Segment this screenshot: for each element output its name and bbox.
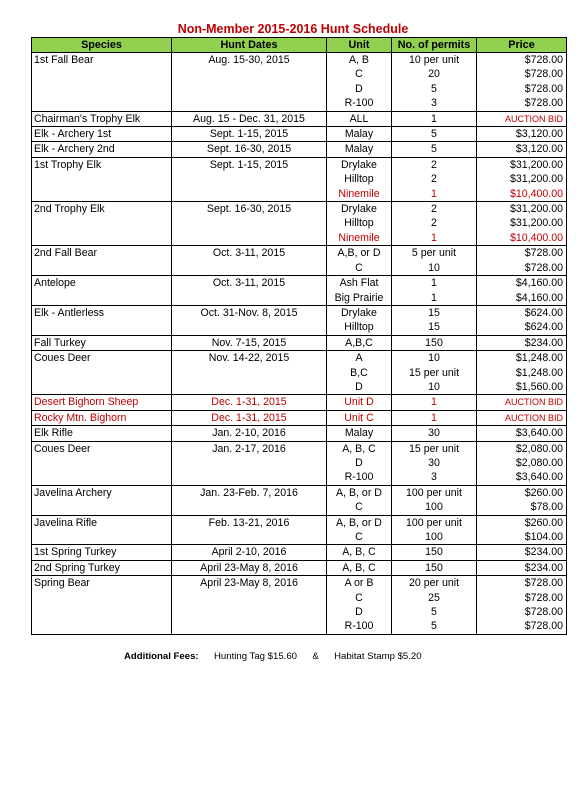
price-cell: $624.00 (477, 305, 567, 320)
unit-cell: ALL (327, 111, 392, 126)
column-header-unit: Unit (327, 38, 392, 53)
page-title: Non-Member 2015-2016 Hunt Schedule (177, 22, 409, 36)
table-row (32, 261, 567, 276)
price-cell: $260.00 (477, 485, 567, 500)
unit-cell: A, B (327, 53, 392, 68)
permits-cell: 150 (392, 560, 477, 575)
permits-cell: 10 (392, 380, 477, 395)
hunt-dates-cell: Oct. 31-Nov. 8, 2015 (172, 305, 327, 320)
price-cell: $1,248.00 (477, 351, 567, 366)
species-cell (32, 320, 172, 335)
price-cell: $1,248.00 (477, 366, 567, 380)
table-row (32, 560, 567, 575)
unit-cell: D (327, 605, 392, 619)
species-cell (32, 605, 172, 619)
species-cell (32, 82, 172, 96)
unit-cell: Ninemile (327, 187, 392, 202)
unit-cell: Drylake (327, 157, 392, 172)
hunt-dates-cell: Jan. 2-17, 2016 (172, 441, 327, 456)
table-row (32, 216, 567, 230)
price-cell: $728.00 (477, 619, 567, 634)
species-cell: Elk - Archery 1st (32, 127, 172, 142)
hunt-dates-cell (172, 380, 327, 395)
permits-cell: 10 per unit (392, 53, 477, 68)
species-cell: 2nd Fall Bear (32, 246, 172, 261)
unit-cell: B,C (327, 366, 392, 380)
species-cell (32, 530, 172, 545)
price-cell: $234.00 (477, 335, 567, 350)
permits-cell: 10 (392, 261, 477, 276)
unit-cell: C (327, 67, 392, 81)
table-row (32, 335, 567, 350)
price-cell: AUCTION BID (477, 410, 567, 425)
species-cell (32, 500, 172, 515)
hunt-schedule-table (31, 37, 567, 635)
hunt-dates-cell: Sept. 16-30, 2015 (172, 142, 327, 157)
species-cell: Javelina Archery (32, 485, 172, 500)
price-cell: $728.00 (477, 82, 567, 96)
unit-cell: Malay (327, 142, 392, 157)
species-cell (32, 187, 172, 202)
table-row (32, 380, 567, 395)
price-cell: $10,400.00 (477, 231, 567, 246)
table-row (32, 111, 567, 126)
permits-cell: 30 (392, 456, 477, 470)
column-header-hunt-dates: Hunt Dates (172, 38, 327, 53)
price-cell: $3,640.00 (477, 470, 567, 485)
species-cell: Spring Bear (32, 576, 172, 591)
permits-cell: 15 (392, 305, 477, 320)
unit-cell: A (327, 351, 392, 366)
additional-fees (124, 651, 422, 662)
unit-cell: Malay (327, 426, 392, 441)
hunt-dates-cell: Sept. 16-30, 2015 (172, 202, 327, 217)
price-cell: $31,200.00 (477, 216, 567, 230)
price-cell: $2,080.00 (477, 441, 567, 456)
species-cell (32, 619, 172, 634)
table-row (32, 576, 567, 591)
price-cell: $728.00 (477, 591, 567, 605)
unit-cell: R-100 (327, 96, 392, 111)
unit-cell: A, B, C (327, 560, 392, 575)
hunt-dates-cell (172, 67, 327, 81)
hunt-dates-cell (172, 82, 327, 96)
unit-cell: D (327, 380, 392, 395)
hunt-dates-cell (172, 261, 327, 276)
price-cell: $260.00 (477, 515, 567, 530)
hunt-dates-cell: Nov. 14-22, 2015 (172, 351, 327, 366)
species-cell: Chairman's Trophy Elk (32, 111, 172, 126)
price-cell: $728.00 (477, 53, 567, 68)
column-header-permits: No. of permits (392, 38, 477, 53)
hunt-dates-cell: Dec. 1-31, 2015 (172, 395, 327, 410)
unit-cell: A, B, or D (327, 515, 392, 530)
table-row (32, 395, 567, 410)
price-cell: $728.00 (477, 261, 567, 276)
permits-cell: 100 (392, 530, 477, 545)
table-row (32, 530, 567, 545)
price-cell: $728.00 (477, 576, 567, 591)
hunt-dates-cell: Aug. 15 - Dec. 31, 2015 (172, 111, 327, 126)
habitat-stamp-fee: Habitat Stamp $5.20 (334, 651, 422, 662)
price-cell: $234.00 (477, 545, 567, 560)
hunt-dates-cell: April 23-May 8, 2016 (172, 576, 327, 591)
hunt-dates-cell (172, 366, 327, 380)
hunt-dates-cell: Nov. 7-15, 2015 (172, 335, 327, 350)
unit-cell: Ash Flat (327, 276, 392, 291)
species-cell: 2nd Trophy Elk (32, 202, 172, 217)
price-cell: $1,560.00 (477, 380, 567, 395)
species-cell (32, 96, 172, 111)
hunt-dates-cell (172, 291, 327, 306)
species-cell: Antelope (32, 276, 172, 291)
species-cell (32, 172, 172, 186)
table-row (32, 53, 567, 68)
price-cell: $624.00 (477, 320, 567, 335)
hunt-dates-cell: April 23-May 8, 2016 (172, 560, 327, 575)
species-cell: Elk - Antlerless (32, 305, 172, 320)
fees-label: Additional Fees: (124, 651, 199, 662)
permits-cell: 5 (392, 619, 477, 634)
price-cell: $2,080.00 (477, 456, 567, 470)
unit-cell: A, B, C (327, 545, 392, 560)
permits-cell: 5 (392, 605, 477, 619)
hunt-dates-cell (172, 470, 327, 485)
hunt-dates-cell (172, 605, 327, 619)
permits-cell: 25 (392, 591, 477, 605)
permits-cell: 5 (392, 142, 477, 157)
species-cell: Javelina Rifle (32, 515, 172, 530)
table-row (32, 142, 567, 157)
table-row (32, 82, 567, 96)
permits-cell: 15 per unit (392, 366, 477, 380)
permits-cell: 5 (392, 82, 477, 96)
table-row (32, 291, 567, 306)
unit-cell: A, B, or D (327, 485, 392, 500)
species-cell (32, 366, 172, 380)
permits-cell: 1 (392, 231, 477, 246)
unit-cell: Drylake (327, 202, 392, 217)
table-row (32, 246, 567, 261)
species-cell (32, 67, 172, 81)
unit-cell: Hilltop (327, 320, 392, 335)
permits-cell: 1 (392, 276, 477, 291)
hunt-dates-cell (172, 172, 327, 186)
permits-cell: 1 (392, 187, 477, 202)
permits-cell: 15 per unit (392, 441, 477, 456)
column-header-species: Species (32, 38, 172, 53)
hunting-tag-fee: Hunting Tag $15.60 (213, 651, 298, 662)
hunt-dates-cell: Sept. 1-15, 2015 (172, 127, 327, 142)
table-row (32, 202, 567, 217)
permits-cell: 15 (392, 320, 477, 335)
unit-cell: D (327, 82, 392, 96)
price-cell: $4,160.00 (477, 291, 567, 306)
species-cell: 1st Spring Turkey (32, 545, 172, 560)
hunt-dates-cell: Jan. 2-10, 2016 (172, 426, 327, 441)
permits-cell: 1 (392, 111, 477, 126)
price-cell: $3,120.00 (477, 142, 567, 157)
table-row (32, 276, 567, 291)
hunt-dates-cell (172, 96, 327, 111)
table-row (32, 619, 567, 634)
table-row (32, 410, 567, 425)
price-cell: $104.00 (477, 530, 567, 545)
hunt-dates-cell (172, 456, 327, 470)
table-row (32, 456, 567, 470)
species-cell (32, 470, 172, 485)
permits-cell: 150 (392, 335, 477, 350)
table-row (32, 127, 567, 142)
species-cell: 1st Fall Bear (32, 53, 172, 68)
permits-cell: 30 (392, 426, 477, 441)
hunt-dates-cell (172, 320, 327, 335)
table-row (32, 67, 567, 81)
hunt-dates-cell (172, 619, 327, 634)
species-cell (32, 291, 172, 306)
column-header-price: Price (477, 38, 567, 53)
unit-cell: C (327, 591, 392, 605)
table-row (32, 605, 567, 619)
unit-cell: Hilltop (327, 172, 392, 186)
hunt-dates-cell (172, 591, 327, 605)
unit-cell: Drylake (327, 305, 392, 320)
table-row (32, 172, 567, 186)
permits-cell: 2 (392, 157, 477, 172)
species-cell (32, 231, 172, 246)
hunt-dates-cell: Jan. 23-Feb. 7, 2016 (172, 485, 327, 500)
table-row (32, 426, 567, 441)
unit-cell: Malay (327, 127, 392, 142)
table-row (32, 320, 567, 335)
species-cell: Rocky Mtn. Bighorn (32, 410, 172, 425)
permits-cell: 20 per unit (392, 576, 477, 591)
species-cell (32, 216, 172, 230)
table-row (32, 305, 567, 320)
price-cell: AUCTION BID (477, 111, 567, 126)
permits-cell: 100 per unit (392, 515, 477, 530)
price-cell: $10,400.00 (477, 187, 567, 202)
permits-cell: 3 (392, 96, 477, 111)
permits-cell: 2 (392, 216, 477, 230)
table-row (32, 515, 567, 530)
unit-cell: Big Prairie (327, 291, 392, 306)
hunt-dates-cell: Feb. 13-21, 2016 (172, 515, 327, 530)
unit-cell: C (327, 500, 392, 515)
table-row (32, 231, 567, 246)
price-cell: $728.00 (477, 67, 567, 81)
unit-cell: A,B,C (327, 335, 392, 350)
species-cell (32, 456, 172, 470)
table-row (32, 96, 567, 111)
table-row (32, 545, 567, 560)
permits-cell: 100 per unit (392, 485, 477, 500)
species-cell: Fall Turkey (32, 335, 172, 350)
unit-cell: A,B, or D (327, 246, 392, 261)
unit-cell: Unit C (327, 410, 392, 425)
permits-cell: 20 (392, 67, 477, 81)
unit-cell: Ninemile (327, 231, 392, 246)
species-cell: Coues Deer (32, 351, 172, 366)
table-row (32, 441, 567, 456)
unit-cell: A or B (327, 576, 392, 591)
price-cell: $31,200.00 (477, 202, 567, 217)
fees-ampersand: & (312, 651, 319, 662)
permits-cell: 1 (392, 410, 477, 425)
price-cell: $3,640.00 (477, 426, 567, 441)
price-cell: $31,200.00 (477, 157, 567, 172)
hunt-dates-cell (172, 231, 327, 246)
permits-cell: 2 (392, 202, 477, 217)
hunt-dates-cell (172, 500, 327, 515)
table-row (32, 485, 567, 500)
species-cell (32, 261, 172, 276)
unit-cell: Hilltop (327, 216, 392, 230)
species-cell: 1st Trophy Elk (32, 157, 172, 172)
price-cell: $31,200.00 (477, 172, 567, 186)
price-cell: $728.00 (477, 96, 567, 111)
hunt-dates-cell: Oct. 3-11, 2015 (172, 246, 327, 261)
permits-cell: 10 (392, 351, 477, 366)
hunt-dates-cell: Sept. 1-15, 2015 (172, 157, 327, 172)
species-cell: 2nd Spring Turkey (32, 560, 172, 575)
unit-cell: A, B, C (327, 441, 392, 456)
species-cell: Coues Deer (32, 441, 172, 456)
price-cell: $3,120.00 (477, 127, 567, 142)
table-row (32, 157, 567, 172)
species-cell: Elk Rifle (32, 426, 172, 441)
unit-cell: C (327, 261, 392, 276)
permits-cell: 100 (392, 500, 477, 515)
permits-cell: 5 per unit (392, 246, 477, 261)
table-row (32, 187, 567, 202)
price-cell: $728.00 (477, 605, 567, 619)
table-header-row (32, 38, 567, 53)
table-row (32, 500, 567, 515)
table-row (32, 351, 567, 366)
unit-cell: R-100 (327, 470, 392, 485)
price-cell: $4,160.00 (477, 276, 567, 291)
permits-cell: 1 (392, 291, 477, 306)
price-cell: $78.00 (477, 500, 567, 515)
unit-cell: D (327, 456, 392, 470)
hunt-dates-cell (172, 530, 327, 545)
species-cell: Desert Bighorn Sheep (32, 395, 172, 410)
species-cell: Elk - Archery 2nd (32, 142, 172, 157)
permits-cell: 1 (392, 395, 477, 410)
price-cell: $234.00 (477, 560, 567, 575)
permits-cell: 150 (392, 545, 477, 560)
table-row (32, 591, 567, 605)
unit-cell: Unit D (327, 395, 392, 410)
hunt-dates-cell: April 2-10, 2016 (172, 545, 327, 560)
hunt-dates-cell: Oct. 3-11, 2015 (172, 276, 327, 291)
permits-cell: 2 (392, 172, 477, 186)
table-row (32, 366, 567, 380)
unit-cell: R-100 (327, 619, 392, 634)
species-cell (32, 591, 172, 605)
hunt-dates-cell: Aug. 15-30, 2015 (172, 53, 327, 68)
hunt-dates-cell: Dec. 1-31, 2015 (172, 410, 327, 425)
species-cell (32, 380, 172, 395)
permits-cell: 5 (392, 127, 477, 142)
price-cell: $728.00 (477, 246, 567, 261)
hunt-dates-cell (172, 187, 327, 202)
price-cell: AUCTION BID (477, 395, 567, 410)
table-row (32, 470, 567, 485)
permits-cell: 3 (392, 470, 477, 485)
hunt-dates-cell (172, 216, 327, 230)
unit-cell: C (327, 530, 392, 545)
